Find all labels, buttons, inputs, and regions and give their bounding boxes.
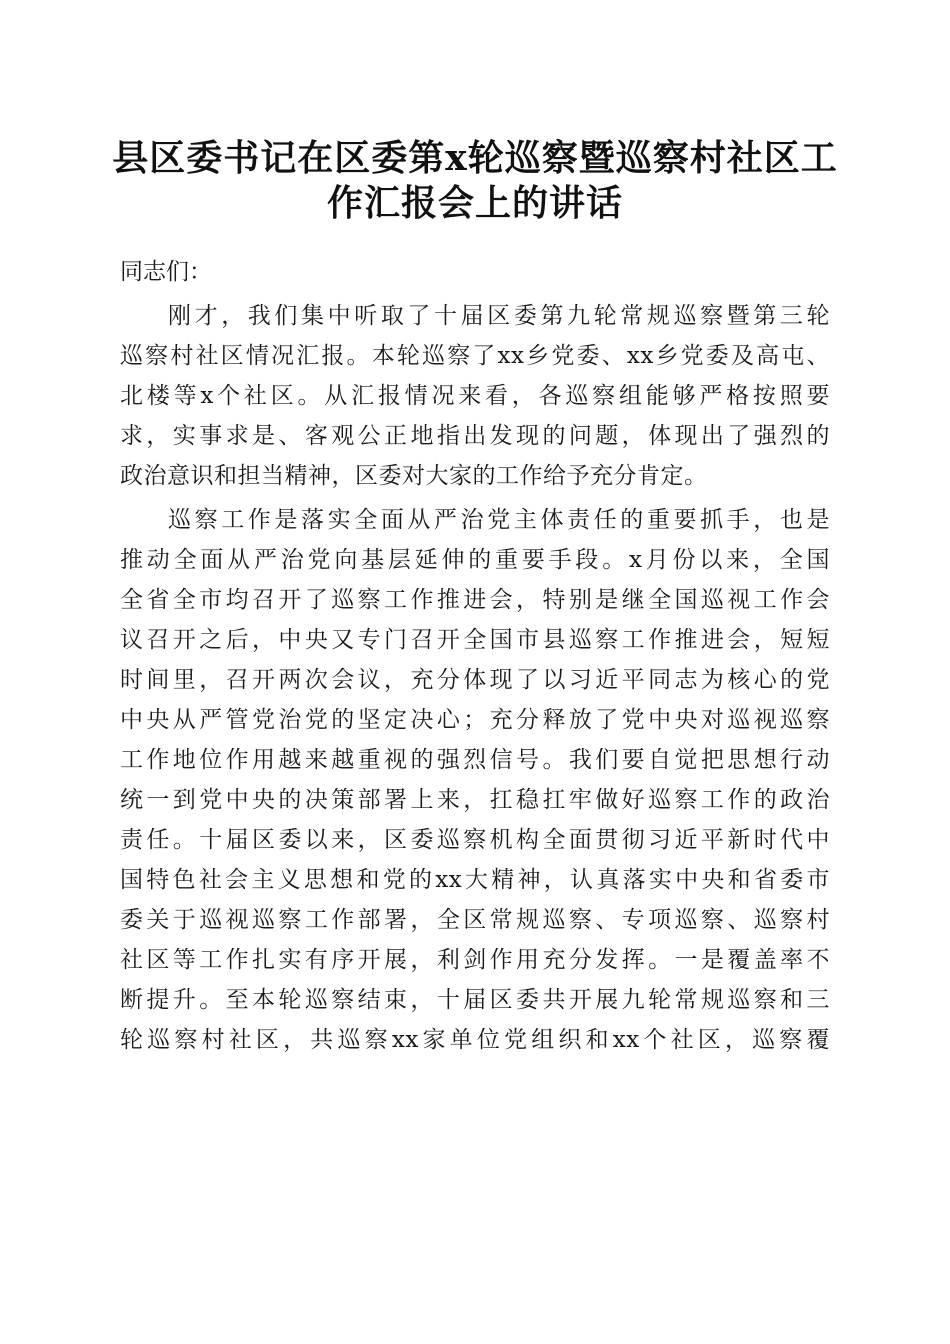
title-line-2: 作汇报会上的讲话 — [326, 182, 623, 224]
paragraph-line: 中央从严管党治党的坚定决心；充分释放了党中央对巡视巡察 — [120, 707, 830, 733]
paragraph-line: 断提升。至本轮巡察结束，十届区委共开展九轮常规巡察和三 — [120, 987, 830, 1013]
paragraph-line: 求，实事求是、客观公正地指出发现的问题，体现出了强烈的 — [120, 423, 830, 449]
paragraph-line: 国特色社会主义思想和党的xx大精神，认真落实中央和省委市 — [120, 867, 830, 893]
paragraph-line: 巡察工作是落实全面从严治党主体责任的重要抓手，也是 — [168, 507, 830, 533]
title-line-1: 县区委书记在区委第x轮巡察暨巡察村社区工 — [112, 137, 838, 179]
paragraph-line: 推动全面从严治党向基层延伸的重要手段。x月份以来，全国 — [120, 547, 830, 573]
paragraph-line: 工作地位作用越来越重视的强烈信号。我们要自觉把思想行动 — [120, 747, 830, 773]
paragraph-1 — [120, 296, 830, 496]
document-body — [120, 252, 830, 1064]
paragraph-line: 时间里，召开两次会议，充分体现了以习近平同志为核心的党 — [120, 667, 830, 693]
paragraph-line: 刚才，我们集中听取了十届区委第九轮常规巡察暨第三轮 — [168, 303, 830, 329]
document-title — [100, 136, 850, 226]
paragraph-2 — [120, 500, 830, 1060]
greeting: 同志们： — [120, 259, 212, 285]
paragraph-line: 政治意识和担当精神，区委对大家的工作给予充分肯定。 — [120, 463, 708, 489]
paragraph-line: 议召开之后，中央又专门召开全国市县巡察工作推进会，短短 — [120, 627, 830, 653]
paragraph-line: 责任。十届区委以来，区委巡察机构全面贯彻习近平新时代中 — [120, 827, 830, 853]
paragraph-line: 统一到党中央的决策部署上来，扛稳扛牢做好巡察工作的政治 — [120, 787, 830, 813]
paragraph-line: 轮巡察村社区，共巡察xx家单位党组织和xx个社区，巡察覆 — [120, 1027, 830, 1053]
paragraph-line: 北楼等x个社区。从汇报情况来看，各巡察组能够严格按照要 — [120, 383, 830, 409]
paragraph-line: 全省全市均召开了巡察工作推进会，特别是继全国巡视工作会 — [120, 587, 830, 613]
paragraph-line: 社区等工作扎实有序开展，利剑作用充分发挥。一是覆盖率不 — [120, 947, 830, 973]
paragraph-line: 巡察村社区情况汇报。本轮巡察了xx乡党委、xx乡党委及高屯、 — [120, 343, 830, 369]
paragraph-line: 委关于巡视巡察工作部署，全区常规巡察、专项巡察、巡察村 — [120, 907, 830, 933]
